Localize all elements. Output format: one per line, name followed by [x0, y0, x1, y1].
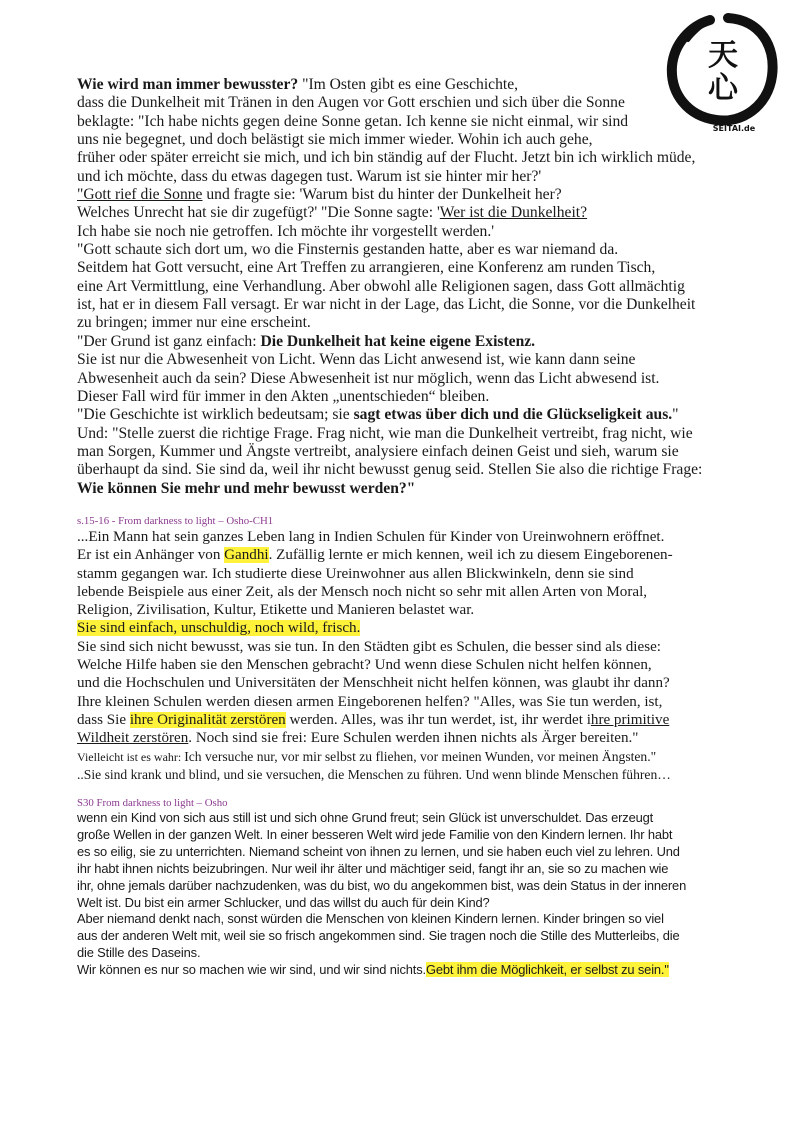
- logo-glyph-heaven: 天: [708, 38, 738, 73]
- text-line: Welche Hilfe haben sie den Menschen gebracht? Und wenn diese Schulen nicht helfen können,: [77, 657, 652, 674]
- text-line: Dieser Fall wird für immer in den Akten „unentschieden“ bleiben.: [77, 387, 490, 405]
- text-line: und ich möchte, dass du etwas dagegen tust. Warum ist sie hinter mir her?': [77, 167, 542, 185]
- text-line: Aber niemand denkt nach, sonst würden die Menschen von kleinen Kindern lernen. Kinder bringen so viel: [77, 911, 664, 927]
- text-line: Und: "Stelle zuerst die richtige Frage. Frag nicht, wie man die Dunkelheit vertreibt, frag nicht, wie: [77, 424, 693, 442]
- text-line: ...Ein Mann hat sein ganzes Leben lang in Indien Schulen für Kinder von Ureinwohnern eröffnet.: [77, 529, 665, 545]
- text-line: [77, 619, 741, 637]
- underlined-phrase: hre primitive: [590, 711, 670, 728]
- bold-phrase: sagt etwas über dich und die Glückseligkeit aus.: [353, 406, 673, 424]
- text-line: Welches Unrecht hat sie dir zugefügt?' "Die Sonne sagte: 'Wer ist die Dunkelheit?: [77, 204, 588, 222]
- text-line: aus der anderen Welt mit, weil sie so frisch angekommen sind. Sie tragen noch die Stille des Mutterleibs, die: [77, 928, 680, 944]
- text-line: eine Art Vermittlung, eine Verhandlung. Aber obwohl alle Religionen sagen, dass Gott allmächtig: [77, 277, 685, 295]
- underlined-phrase: "Gott rief die Sonne: [77, 186, 203, 204]
- text-line: Sie ist nur die Abwesenheit von Licht. Wenn das Licht anwesend ist, wie kann dann seine: [77, 351, 636, 369]
- text-line: Er ist ein Anhänger von Gandhi. Zufällig lernte er mich kennen, weil ich zu diesem Eingeborenen-: [77, 547, 673, 564]
- text-line: man Sorgen, Kummer und Ängste vertreibt, analysiere einfach deinen Geist und sieh, warum sie: [77, 442, 679, 460]
- text-line: Welt ist. Du bist ein armer Schlucker, und das willst du auch für dein Kind?: [77, 894, 490, 910]
- text-line: Wie wird man immer bewusster? "Im Osten gibt es eine Geschichte,: [77, 76, 519, 93]
- underlined-phrase: Wildheit zerstören: [77, 730, 189, 747]
- text-line: Religion, Zivilisation, Kultur, Etikette und Manieren belastet war.: [77, 602, 475, 619]
- text-line: wenn ein Kind von sich aus still ist und sich ohne Grund freut; sein Glück ist unverschuldet. Das erzeugt: [77, 810, 654, 825]
- text-line: Abwesenheit auch da sein? Diese Abwesenheit ist nur möglich, wenn das Licht abwesend ist.: [77, 369, 660, 387]
- text-line: die Stille des Daseins.: [77, 945, 201, 961]
- section-darkness-story: [77, 76, 741, 498]
- source-reference: s.15-16 - From darkness to light – Osho-CH1: [77, 515, 274, 527]
- highlighted-phrase: Gandhi: [224, 547, 269, 564]
- text-line: Wildheit zerstören. Noch sind sie frei: Eure Schulen werden ihnen nichts als Ärger bereiten.": [77, 730, 639, 747]
- text-line: ist, hat er in diesem Fall versagt. Er war nicht in der Lage, das Licht, die Sonne, vor die Dunkelheit: [77, 296, 696, 314]
- highlighted-phrase: Sie sind einfach, unschuldig, noch wild, frisch.: [77, 620, 361, 637]
- text-line: früher oder später erreicht sie mich, und ich bin ständig auf der Flucht. Jetzt bin ich wirklich müde,: [77, 149, 696, 167]
- text-line: ihr, ohne jemals darüber nachzudenken, was du bist, wo du angekommen bist, was dein Status in der inneren: [77, 877, 687, 893]
- text-line: Sie sind sich nicht bewusst, was sie tun. In den Städten gibt es Schulen, die besser sind als diese:: [77, 638, 661, 655]
- text-line: große Wellen in der ganzen Welt. In einer besseren Welt wird jede Familie von den Kindern lernen. Ihr habt: [77, 826, 673, 842]
- source-reference: S30 From darkness to light – Osho: [77, 797, 228, 809]
- text-line: beklagte: "Ich habe nichts gegen deine Sonne getan. Ich kenne sie nicht einmal, wir sind: [77, 112, 629, 130]
- section-heading: Wie wird man immer bewusster?: [77, 76, 299, 93]
- section-children: [77, 796, 741, 979]
- logo-brand-text: SEITAI.de: [712, 124, 756, 133]
- bold-phrase: Die Dunkelheit hat keine eigene Existenz.: [260, 332, 536, 350]
- text-line: [77, 480, 741, 498]
- text-line: es so eilig, sie zu unterrichten. Niemand scheint von ihnen zu lernen, und sie haben euch viel zu lehren. Und: [77, 843, 680, 859]
- text-line: überhaupt da sind. Sie sind da, weil ihr nicht bewusst genug seid. Stellen Sie also die richtige Frage:: [77, 461, 703, 479]
- text-line: uns nie begegnet, und doch belästigt sie mich immer wieder. Wohin ich auch gehe,: [77, 131, 593, 149]
- text-line: Wir können es nur so machen wie wir sind, und wir sind nichts.Gebt ihm die Möglichkeit, er selbst zu sein.": [77, 962, 669, 978]
- text-line: ihr habt ihnen nichts beizubringen. Nur weil ihr älter und mächtiger seid, fangt ihr an, sie so zu machen wie: [77, 860, 669, 876]
- bold-phrase: Wie können Sie mehr und mehr bewusst werden?": [77, 479, 416, 497]
- text-line: zu bringen; immer nur eine erscheint.: [77, 314, 311, 332]
- highlighted-phrase: ihre Originalität zerstören: [129, 711, 286, 728]
- text-line: stamm gegangen war. Ich studierte diese Ureinwohner aus allen Blickwinkeln, denn sie sind: [77, 565, 634, 582]
- text-line: "Der Grund ist ganz einfach: Die Dunkelheit hat keine eigene Existenz.: [77, 332, 536, 350]
- text-line: dass die Dunkelheit mit Tränen in den Augen vor Gott erschien und sich über die Sonne: [77, 94, 625, 112]
- text-line: "Gott rief die Sonne und fragte sie: 'Warum bist du hinter der Dunkelheit her?: [77, 186, 562, 204]
- text-line: "Gott schaute sich dort um, wo die Finsternis gestanden hatte, aber es war niemand da.: [77, 241, 619, 259]
- text-line: Vielleicht ist es wahr: Ich versuche nur, vor mir selbst zu fliehen, vor meinen Wunden, vor meinen Ängsten.": [77, 748, 657, 764]
- text-line: dass Sie ihre Originalität zerstören werden. Alles, was ihr tun werdet, ist, ihr werdet ihre primitive: [77, 711, 670, 728]
- text-line: Ich habe sie noch nie getroffen. Ich möchte ihr vorgestellt werden.': [77, 222, 495, 240]
- text-line: und die Hochschulen und Universitäten der Menschheit nicht helfen können, was glaubt ihr dann?: [77, 675, 670, 692]
- section-indigenous-schools: [77, 514, 741, 784]
- underlined-phrase: Wer ist die Dunkelheit?: [439, 204, 588, 222]
- logo-glyph-heart: 心: [708, 71, 738, 106]
- text-line: lebende Beispiele aus einer Zeit, als der Mensch noch nicht so sehr mit allen Arten von Moral,: [77, 583, 648, 600]
- text-line: "Die Geschichte ist wirklich bedeutsam; sie sagt etwas über dich und die Glückseligkeit aus.": [77, 406, 679, 424]
- highlighted-phrase: Gebt ihm die Möglichkeit, er selbst zu sein.": [425, 962, 669, 978]
- text-line: ..Sie sind krank und blind, und sie versuchen, die Menschen zu führen. Und wenn blinde Menschen führen…: [77, 766, 671, 782]
- text-line: Ihre kleinen Schulen werden diesen armen Eingeborenen helfen? "Alles, was Sie tun werden, ist,: [77, 693, 663, 710]
- text-line: Seitdem hat Gott versucht, eine Art Treffen zu arrangieren, eine Konferenz am runden Tisch,: [77, 259, 656, 277]
